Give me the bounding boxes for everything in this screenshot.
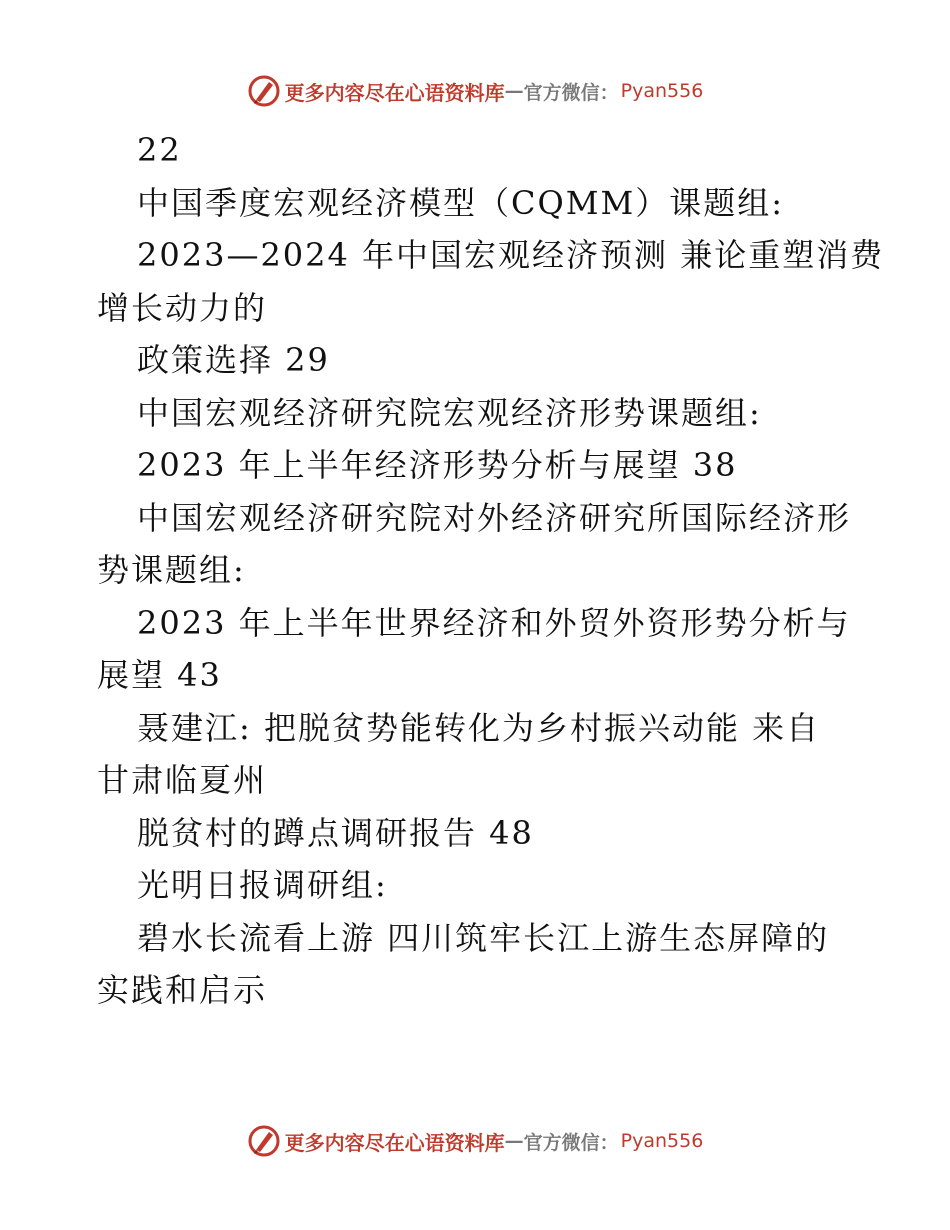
- document-body: [97, 124, 885, 1017]
- footer-watermark: [0, 1121, 950, 1161]
- text-line: 中国季度宏观经济模型（CQMM）课题组:: [137, 183, 785, 222]
- watermark-wechat-id: Pyan556: [620, 80, 704, 102]
- quill-pen-logo-icon: [247, 74, 281, 108]
- text-line: 甘肃临夏州: [97, 761, 268, 799]
- text-line: 聂建江: 把脱贫势能转化为乡村振兴动能 来自: [137, 708, 821, 747]
- watermark-official: 官方微信：: [523, 81, 619, 104]
- text-line: 中国宏观经济研究院宏观经济形势课题组:: [137, 393, 762, 432]
- text-line: 势课题组:: [97, 551, 246, 589]
- watermark-official: 官方微信：: [523, 1131, 619, 1154]
- text-line: 增长动力的: [97, 288, 268, 327]
- header-watermark: [0, 71, 950, 111]
- text-line: 光明日报调研组:: [137, 866, 388, 904]
- watermark-inner: [247, 74, 704, 108]
- text-line: 2023—2024 年中国宏观经济预测 兼论重塑消费: [137, 236, 885, 274]
- quill-pen-logo-icon: [247, 1124, 281, 1158]
- text-line: 2023 年上半年世界经济和外贸外资形势分析与: [137, 603, 851, 642]
- watermark-wechat-id: Pyan556: [620, 1130, 704, 1152]
- watermark-brand: 更多内容尽在心语资料库: [284, 80, 505, 105]
- text-line: 碧水长流看上游 四川筑牢长江上游生态屏障的: [137, 918, 830, 957]
- watermark-separator: —: [504, 1130, 524, 1152]
- text-line: 2023 年上半年经济形势分析与展望 38: [137, 446, 738, 484]
- text-line: 脱贫村的蹲点调研报告 48: [137, 813, 534, 852]
- watermark-separator: —: [504, 80, 524, 102]
- text-line: 中国宏观经济研究院对外经济研究所国际经济形: [137, 498, 852, 537]
- text-line: 实践和启示: [97, 971, 268, 1009]
- text-line: 展望 43: [97, 656, 222, 694]
- watermark-inner: [247, 1124, 704, 1158]
- text-line: 22: [137, 131, 182, 169]
- watermark-brand: 更多内容尽在心语资料库: [284, 1130, 505, 1155]
- text-line: 政策选择 29: [137, 341, 330, 379]
